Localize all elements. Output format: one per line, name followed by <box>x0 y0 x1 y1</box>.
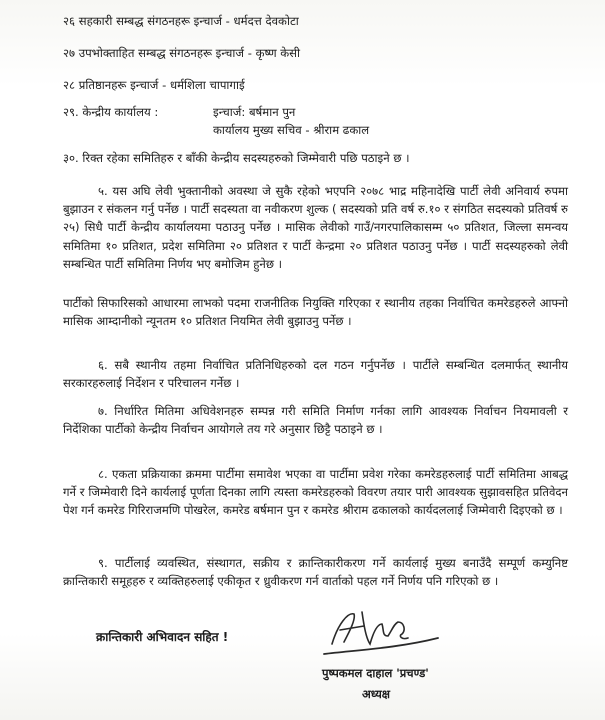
item-26: २६ सहकारी सम्बद्ध संगठनहरू इन्चार्ज - धर्मदत्त देवकोटा <box>63 14 299 28</box>
signature-block <box>0 600 605 720</box>
item-27: २७ उपभोक्ताहित सम्बद्ध संगठनहरू इन्चार्ज - कृष्ण केसी <box>63 46 301 60</box>
item-29-secretary: कार्यालय मुख्य सचिव - श्रीराम ढकाल <box>213 123 370 137</box>
paragraph-7: ७. निर्धारित मितिमा अधिवेशनहरु सम्पन्न गरी समिति निर्माण गर्नका लागि आवश्यक निर्वाचन नियमावली र निर्देशिका पार्टीको केन्द्रीय निर्वाचन आयोगले तय गरे अनुसार छिट्टै पठाइने छ । <box>63 404 568 437</box>
handwritten-signature <box>318 600 448 660</box>
item-29-label: २९. केन्द्रीय कार्यालय : <box>63 105 159 119</box>
paragraph-5-levy: पार्टीको सिफारिसको आधारमा लाभको पदमा राजनीतिक नियुक्ति गरिएका र स्थानीय तहका निर्वाचित कमरेडहरुले आफ्नो मासिक आम्दानीको न्यूनतम १० प्रतिशत नियमित लेवी बुझाउनु पर्नेछ । <box>63 296 568 329</box>
item-30: ३०. रिक्त रहेका समितिहरु र बाँकी केन्द्रीय सदस्यहरुको जिम्मेवारी पछि पठाइने छ । <box>63 151 410 165</box>
paragraph-5: ५. यस अघि लेवी भुक्तानीको अवस्था जे सुकै रहेको भएपनि २०७८ भाद्र महिनादेखि पार्टी लेवी अनिवार्य रुपमा बुझाउन र संकलन गर्नु पर्नेछ । पार्टी सदस्यता वा नवीकरण शुल्क ( सदस्यको प्रति वर्ष रु.१० र संगठित सदस्यको प्रतिवर्ष रु २५) सिधै पार्टी केन्द्रीय कार्यालयमा पठाउनु पर्नेछ । मासिक लेवीको गाउँ/नगरपालिकासम्म ५० प्रतिशत, जिल्ला समन्वय समितिमा १० प्रतिशत, प्रदेश समितिमा २० प्रतिशत र पार्टी केन्द्रमा २० प्रतिशत पठाउनु पर्नेछ । पार्टी सदस्यहरुको लेवी सम्बन्धित पार्टी समितिमा निर्णय भए बमोजिम हुनेछ । <box>63 184 568 271</box>
closing-salutation: क्रान्तिकारी अभिवादन सहित ! <box>96 630 229 644</box>
item-29-incharge: इन्चार्ज: बर्षमान पुन <box>213 105 296 119</box>
signer-name: पुष्पकमल दाहाल 'प्रचण्ड' <box>322 666 429 680</box>
paragraph-8: ८. एकता प्रक्रियाका क्रममा पार्टीमा समावेश भएका वा पार्टीमा प्रवेश गरेका कमरेडहरुलाई पार्टी समितिमा आबद्ध गर्ने र जिम्मेवारी दिने कार्यलाई पूर्णता दिनका लागि त्यस्ता कमरेडहरुको विवरण तयार पारी आवश्यक सुझावसहित प्रतिवेदन पेश गर्न कमरेड गिरिराजमणि पोखरेल, कमरेड बर्षमान पुन र कमरेड श्रीराम ढकालको कार्यदललाई जिम्मेवारी दिइएको छ । <box>63 467 568 518</box>
paragraph-6: ६. सबै स्थानीय तहमा निर्वाचित प्रतिनिधिहरुको दल गठन गर्नुपर्नेछ । पार्टीले सम्बन्धित दलमार्फत् स्थानीय सरकारहरुलाई निर्देशन र परिचालन गर्नेछ । <box>63 358 568 391</box>
signer-role: अध्यक्ष <box>362 687 391 701</box>
item-28: २८ प्रतिष्ठानहरू इन्चार्ज - धर्मशिला चापागाई <box>63 78 245 92</box>
paragraph-9: ९. पार्टीलाई व्यवस्थित, संस्थागत, सक्रीय र क्रान्तिकारीकरण गर्ने कार्यलाई मुख्य बनाउँदै सम्पूर्ण कम्युनिष्ट क्रान्तिकारी समूहहरु र व्यक्तिहरुलाई एकीकृत र ध्रुवीकरण गर्न वार्ताको पहल गर्ने निर्णय पनि गरिएको छ । <box>63 556 568 589</box>
